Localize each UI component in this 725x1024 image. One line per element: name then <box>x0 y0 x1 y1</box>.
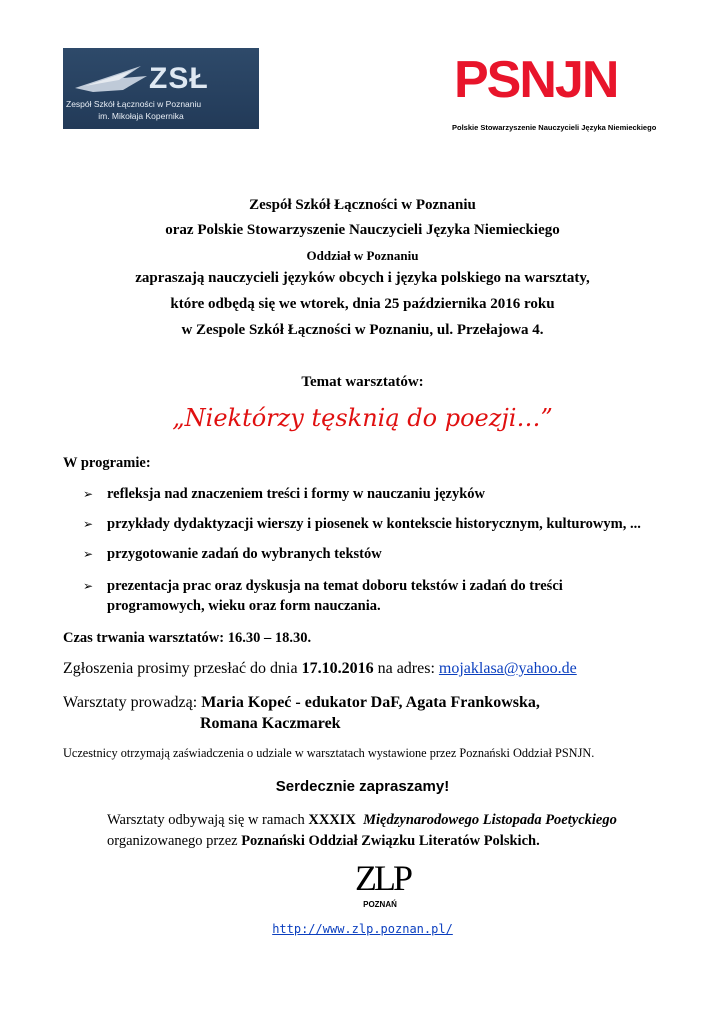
zsl-logo <box>63 48 259 129</box>
footer-line-2: organizowanego przez Poznański Oddział Związku Literatów Polskich. <box>107 833 540 849</box>
zsl-wordmark: ZSŁ <box>149 62 209 95</box>
header-line-2: oraz Polskie Stowarzyszenie Nauczycieli Języka Niemieckiego <box>165 222 560 238</box>
zsl-name: Zespół Szkół Łączności w Poznaniu <box>66 99 202 109</box>
footer-line-1: Warsztaty odbywają się w ramach XXXIX Międzynarodowego Listopada Poetyckiego <box>107 812 617 828</box>
psnjn-logo <box>452 50 662 140</box>
theme-title: „Niektórzy tęsknią do poezji…” <box>172 404 553 432</box>
program-label: W programie: <box>63 455 151 471</box>
duration: Czas trwania warsztatów: 16.30 – 18.30. <box>63 630 312 646</box>
arrow-bullet-icon: ➢ <box>83 517 94 531</box>
registration-date: 17.10.2016 <box>301 660 374 677</box>
registration-line: Zgłoszenia prosimy przesłać do dnia 17.10.2016 na adres: mojaklasa@yahoo.de <box>63 660 577 677</box>
header-line-6: w Zespole Szkół Łączności w Poznaniu, ul. Przełajowa 4. <box>181 322 544 338</box>
zlp-url-link[interactable]: http://www.zlp.poznan.pl/ <box>272 922 453 936</box>
zlp-mark: ZLP <box>355 858 411 898</box>
arrow-bullet-icon: ➢ <box>83 579 94 593</box>
invite-heading: Serdecznie zapraszamy! <box>275 778 450 795</box>
list-item: ➢ przykłady dydaktyzacji wierszy i piosenek w kontekscie historycznym, kulturowym, ... <box>83 516 641 532</box>
zlp-url-line <box>0 922 725 936</box>
header-line-3: Oddział w Poznaniu <box>306 248 419 263</box>
header-line-1: Zespół Szkół Łączności w Poznaniu <box>249 197 476 213</box>
list-item: ➢ refleksja nad znaczeniem treści i formy w nauczaniu języków <box>83 486 486 502</box>
leaders-names: Maria Kopeć - edukator DaF, Agata Frankowska, <box>201 694 540 711</box>
header-line-5: które odbędą się we wtorek, dnia 25 października 2016 roku <box>170 296 555 312</box>
certificate-note: Uczestnicy otrzymają zaświadczenia o udziale w warsztatach wystawione przez Poznański Oddział PSNJN. <box>63 746 595 760</box>
leaders-names-2: Romana Kaczmarek <box>200 715 341 732</box>
list-item: ➢ prezentacja prac oraz dyskusja na temat doboru tekstów i zadań do treści <box>83 578 563 594</box>
zlp-city: POZNAŃ <box>363 900 397 909</box>
header-line-4: zapraszają nauczycieli języków obcych i języka polskiego na warsztaty, <box>135 270 590 286</box>
zsl-subtitle: im. Mikołaja Kopernika <box>98 111 184 121</box>
psnjn-wordmark: PSNJN <box>454 51 618 109</box>
arrow-bullet-icon: ➢ <box>83 547 94 561</box>
email-link[interactable]: mojaklasa@yahoo.de <box>438 660 577 677</box>
list-item-continuation: programowych, wieku oraz form nauczania. <box>107 598 381 614</box>
psnjn-caption: Polskie Stowarzyszenie Nauczycieli Języka Niemieckiego <box>452 123 657 132</box>
arrow-bullet-icon: ➢ <box>83 487 94 501</box>
list-item: ➢ przygotowanie zadań do wybranych tekstów <box>83 546 382 562</box>
zlp-logo <box>355 858 411 909</box>
theme-label: Temat warsztatów: <box>301 374 424 390</box>
leaders-line: Warsztaty prowadzą: Maria Kopeć - edukator DaF, Agata Frankowska, <box>63 694 540 711</box>
